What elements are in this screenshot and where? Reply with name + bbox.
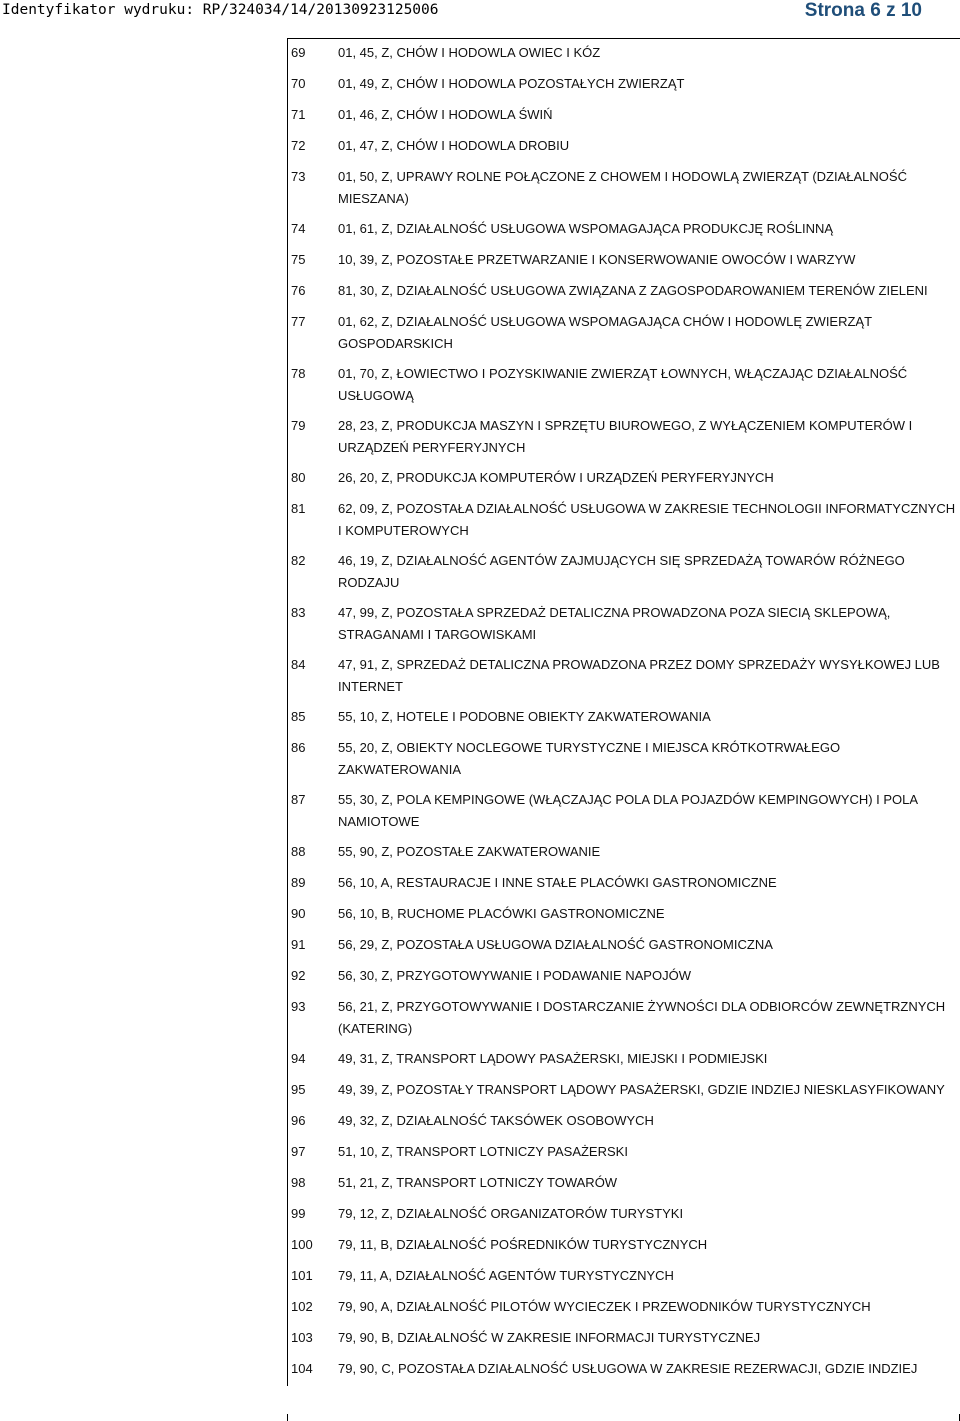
table-row <box>288 931 960 962</box>
row-description: 49, 39, Z, POZOSTAŁY TRANSPORT LĄDOWY PASAŻERSKI, GDZIE INDZIEJ NIESKLASYFIKOWANY <box>338 1082 945 1097</box>
row-description: 01, 62, Z, DZIAŁALNOŚĆ USŁUGOWA WSPOMAGAJĄCA CHÓW I HODOWLĘ ZWIERZĄT GOSPODARSKICH <box>338 314 872 351</box>
row-number: 101 <box>291 1268 313 1283</box>
row-number: 78 <box>291 366 306 381</box>
row-description: 55, 30, Z, POLA KEMPINGOWE (WŁĄCZAJĄC POLA DLA POJAZDÓW KEMPINGOWYCH) I POLA NAMIOTOWE <box>338 792 918 829</box>
row-number: 99 <box>291 1206 306 1221</box>
row-number: 70 <box>291 76 306 91</box>
table-row <box>288 838 960 869</box>
table-row <box>288 1076 960 1107</box>
table-row <box>288 1169 960 1200</box>
row-number: 104 <box>291 1361 313 1376</box>
print-identifier: Identyfikator wydruku: RP/324034/14/20130923125006 <box>2 2 439 18</box>
row-description: 55, 90, Z, POZOSTAŁE ZAKWATEROWANIE <box>338 844 601 859</box>
table-row <box>288 1231 960 1262</box>
row-description: 56, 21, Z, PRZYGOTOWYWANIE I DOSTARCZANIE ŻYWNOŚCI DLA ODBIORCÓW ZEWNĘTRZNYCH (KATERING) <box>338 999 946 1036</box>
row-description: 01, 70, Z, ŁOWIECTWO I POZYSKIWANIE ZWIERZĄT ŁOWNYCH, WŁĄCZAJĄC DZIAŁALNOŚĆ USŁUGOWĄ <box>338 366 908 403</box>
row-description: 01, 45, Z, CHÓW I HODOWLA OWIEC I KÓZ <box>338 45 601 60</box>
row-number: 94 <box>291 1051 306 1066</box>
table-row <box>288 734 960 786</box>
row-description: 46, 19, Z, DZIAŁALNOŚĆ AGENTÓW ZAJMUJĄCYCH SIĘ SPRZEDAŻĄ TOWARÓW RÓŻNEGO RODZAJU <box>338 553 905 590</box>
row-number: 95 <box>291 1082 306 1097</box>
table-row <box>288 869 960 900</box>
row-description: 10, 39, Z, POZOSTAŁE PRZETWARZANIE I KONSERWOWANIE OWOCÓW I WARZYW <box>338 252 856 267</box>
row-number: 73 <box>291 169 306 184</box>
row-description: 28, 23, Z, PRODUKCJA MASZYN I SPRZĘTU BIUROWEGO, Z WYŁĄCZENIEM KOMPUTERÓW I URZĄDZEŃ PERYFERYJNYCH <box>338 418 913 455</box>
row-description: 55, 20, Z, OBIEKTY NOCLEGOWE TURYSTYCZNE I MIEJSCA KRÓTKOTRWAŁEGO ZAKWATEROWANIA <box>338 740 841 777</box>
row-number: 81 <box>291 501 306 516</box>
row-number: 74 <box>291 221 306 236</box>
row-description: 56, 10, A, RESTAURACJE I INNE STAŁE PLACÓWKI GASTRONOMICZNE <box>338 875 777 890</box>
row-description: 56, 10, B, RUCHOME PLACÓWKI GASTRONOMICZNE <box>338 906 665 921</box>
table-row <box>288 132 960 163</box>
table-row <box>288 900 960 931</box>
row-description: 49, 31, Z, TRANSPORT LĄDOWY PASAŻERSKI, MIEJSKI I PODMIEJSKI <box>338 1051 768 1066</box>
table-row <box>288 412 960 464</box>
row-description: 79, 11, B, DZIAŁALNOŚĆ POŚREDNIKÓW TURYSTYCZNYCH <box>338 1237 708 1252</box>
row-description: 01, 49, Z, CHÓW I HODOWLA POZOSTAŁYCH ZWIERZĄT <box>338 76 685 91</box>
row-number: 82 <box>291 553 306 568</box>
row-description: 01, 61, Z, DZIAŁALNOŚĆ USŁUGOWA WSPOMAGAJĄCA PRODUKCJĘ ROŚLINNĄ <box>338 221 834 236</box>
table-row <box>288 1293 960 1324</box>
table-row <box>288 163 960 215</box>
row-number: 90 <box>291 906 306 921</box>
row-description: 56, 29, Z, POZOSTAŁA USŁUGOWA DZIAŁALNOŚĆ GASTRONOMICZNA <box>338 937 773 952</box>
table-row <box>288 101 960 132</box>
table-continuation <box>287 1414 960 1421</box>
row-description: 79, 90, C, POZOSTAŁA DZIAŁALNOŚĆ USŁUGOWA W ZAKRESIE REZERWACJI, GDZIE INDZIEJ <box>338 1361 918 1376</box>
row-description: 47, 91, Z, SPRZEDAŻ DETALICZNA PROWADZONA PRZEZ DOMY SPRZEDAŻY WYSYŁKOWEJ LUB INTERNET <box>338 657 940 694</box>
print-header <box>0 0 960 22</box>
row-description: 79, 12, Z, DZIAŁALNOŚĆ ORGANIZATORÓW TURYSTYKI <box>338 1206 684 1221</box>
row-number: 75 <box>291 252 306 267</box>
row-number: 69 <box>291 45 306 60</box>
row-description: 55, 10, Z, HOTELE I PODOBNE OBIEKTY ZAKWATEROWANIA <box>338 709 711 724</box>
page-number: Strona 6 z 10 <box>804 0 922 21</box>
table-row <box>288 246 960 277</box>
table-row <box>288 495 960 547</box>
table-row <box>288 651 960 703</box>
table-row <box>288 599 960 651</box>
row-description: 51, 21, Z, TRANSPORT LOTNICZY TOWARÓW <box>338 1175 618 1190</box>
table-row <box>288 308 960 360</box>
row-number: 100 <box>291 1237 313 1252</box>
row-number: 87 <box>291 792 306 807</box>
table-row <box>288 1355 960 1386</box>
row-description: 26, 20, Z, PRODUKCJA KOMPUTERÓW I URZĄDZEŃ PERYFERYJNYCH <box>338 470 774 485</box>
pkd-activity-table <box>287 38 960 1386</box>
row-number: 97 <box>291 1144 306 1159</box>
row-description: 79, 11, A, DZIAŁALNOŚĆ AGENTÓW TURYSTYCZNYCH <box>338 1268 674 1283</box>
row-description: 01, 50, Z, UPRAWY ROLNE POŁĄCZONE Z CHOWEM I HODOWLĄ ZWIERZĄT (DZIAŁALNOŚĆ MIESZANA) <box>338 169 907 206</box>
table-row <box>288 464 960 495</box>
row-number: 96 <box>291 1113 306 1128</box>
row-number: 103 <box>291 1330 313 1345</box>
row-description: 79, 90, B, DZIAŁALNOŚĆ W ZAKRESIE INFORMACJI TURYSTYCZNEJ <box>338 1330 761 1345</box>
row-number: 89 <box>291 875 306 890</box>
row-description: 62, 09, Z, POZOSTAŁA DZIAŁALNOŚĆ USŁUGOWA W ZAKRESIE TECHNOLOGII INFORMATYCZNYCH I KOMPUTEROWYCH <box>338 501 956 538</box>
table-row <box>288 1138 960 1169</box>
table-row <box>288 1324 960 1355</box>
table-row <box>288 786 960 838</box>
table-row <box>288 70 960 101</box>
table-row <box>288 215 960 246</box>
row-number: 80 <box>291 470 306 485</box>
row-number: 85 <box>291 709 306 724</box>
table-row <box>288 962 960 993</box>
row-description: 01, 46, Z, CHÓW I HODOWLA ŚWIŃ <box>338 107 553 122</box>
table-row <box>288 1107 960 1138</box>
row-number: 71 <box>291 107 306 122</box>
row-description: 81, 30, Z, DZIAŁALNOŚĆ USŁUGOWA ZWIĄZANA Z ZAGOSPODAROWANIEM TERENÓW ZIELENI <box>338 283 928 298</box>
row-description: 79, 90, A, DZIAŁALNOŚĆ PILOTÓW WYCIECZEK I PRZEWODNIKÓW TURYSTYCZNYCH <box>338 1299 871 1314</box>
table-row <box>288 39 960 70</box>
row-number: 98 <box>291 1175 306 1190</box>
row-number: 93 <box>291 999 306 1014</box>
table-row <box>288 1045 960 1076</box>
row-number: 76 <box>291 283 306 298</box>
row-number: 83 <box>291 605 306 620</box>
row-number: 91 <box>291 937 306 952</box>
table-row <box>288 547 960 599</box>
row-number: 72 <box>291 138 306 153</box>
table-row <box>288 1200 960 1231</box>
table-row <box>288 703 960 734</box>
row-description: 49, 32, Z, DZIAŁALNOŚĆ TAKSÓWEK OSOBOWYCH <box>338 1113 654 1128</box>
row-description: 47, 99, Z, POZOSTAŁA SPRZEDAŻ DETALICZNA PROWADZONA POZA SIECIĄ SKLEPOWĄ, STRAGANAMI I TARGOWISKAMI <box>338 605 891 642</box>
table-row <box>288 993 960 1045</box>
row-number: 77 <box>291 314 306 329</box>
row-number: 84 <box>291 657 306 672</box>
row-number: 79 <box>291 418 306 433</box>
row-description: 51, 10, Z, TRANSPORT LOTNICZY PASAŻERSKI <box>338 1144 628 1159</box>
row-description: 01, 47, Z, CHÓW I HODOWLA DROBIU <box>338 138 570 153</box>
row-number: 88 <box>291 844 306 859</box>
row-description: 56, 30, Z, PRZYGOTOWYWANIE I PODAWANIE NAPOJÓW <box>338 968 691 983</box>
table-row <box>288 1262 960 1293</box>
row-number: 86 <box>291 740 306 755</box>
row-number: 102 <box>291 1299 313 1314</box>
table-row <box>288 360 960 412</box>
table-row <box>288 277 960 308</box>
row-number: 92 <box>291 968 306 983</box>
